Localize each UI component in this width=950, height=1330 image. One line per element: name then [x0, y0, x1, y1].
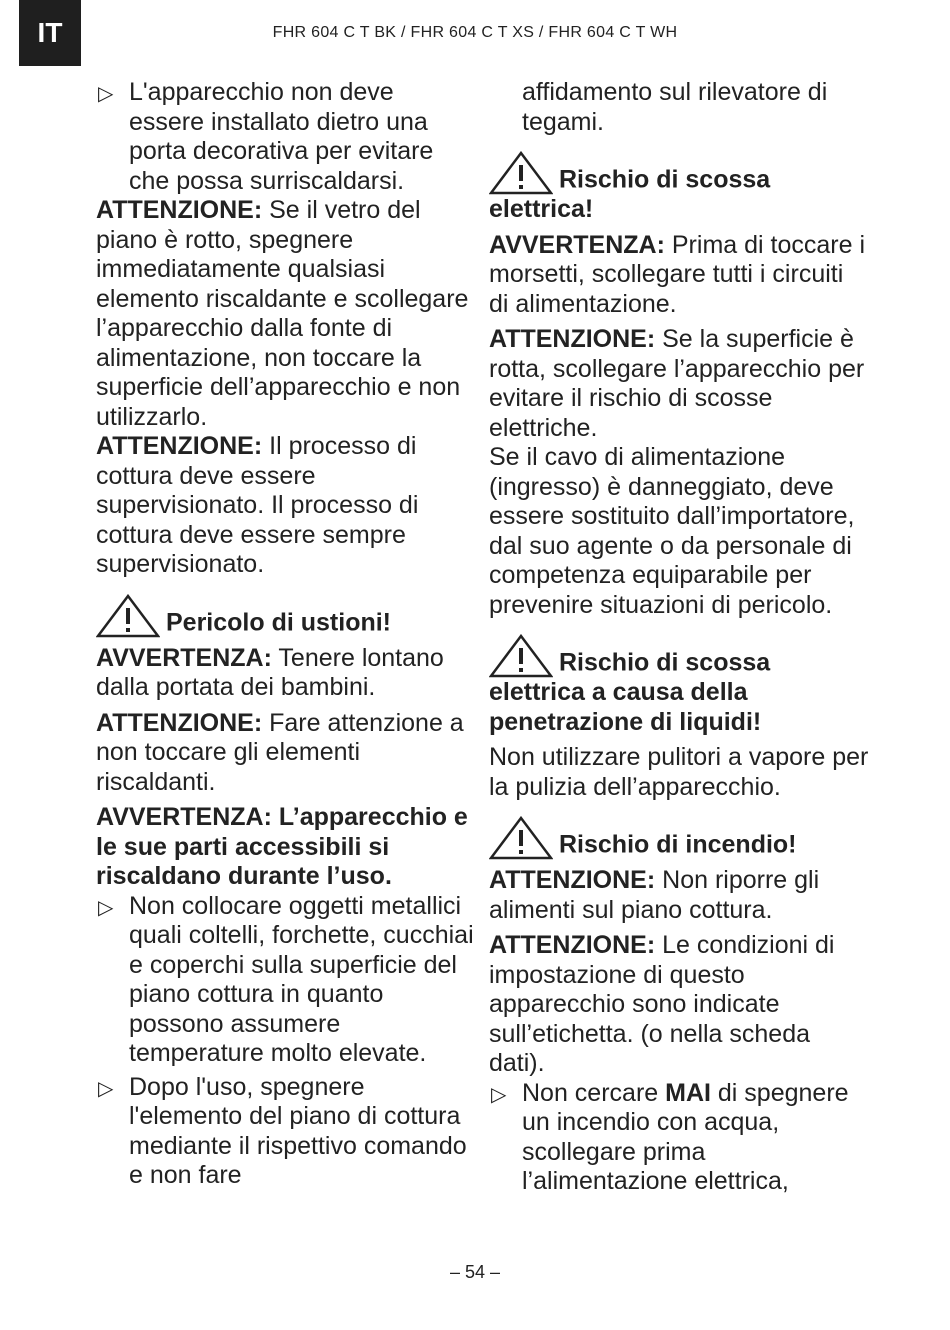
section-heading: Pericolo di ustioni!: [96, 594, 474, 638]
triangle-bullet-icon: ▷: [491, 1083, 507, 1106]
triangle-bullet-icon: ▷: [98, 83, 114, 105]
triangle-bullet-icon: ▷: [98, 1077, 114, 1100]
list-item: ▷ Dopo l'uso, spegnere l'elemento del piano di cottura mediante il rispettivo comando e non fare: [98, 1072, 467, 1189]
warning-label: AVVERTENZA:: [96, 643, 272, 672]
triangle-bullet-icon: ▷: [98, 896, 114, 919]
warning-label: ATTENZIONE:: [489, 325, 656, 353]
list-item: ▷ Non collocare oggetti metallici quali coltelli, forchette, cucchiai e coperchi sulla superficie del piano cottura in quanto possono assumere temperature molto elevate.: [98, 891, 474, 1067]
paragraph: ATTENZIONE: Se il vetro del piano è rotto, spegnere immediatamente qualsiasi elemento riscaldante e scollegare l’apparecchio dalla fonte di alimentazione, non toccare la superficie dell’apparecchio e non utilizzarlo.: [96, 196, 469, 431]
warning-label: AVVERTENZA:: [489, 230, 665, 259]
paragraph: ATTENZIONE: Le condizioni di impostazione di questo apparecchio sono indicate sull’etichetta. (o nella scheda dati).: [489, 931, 835, 1077]
section-heading: Rischio di incendio!: [489, 816, 869, 860]
language-badge: IT: [19, 0, 81, 66]
left-column: [96, 78, 474, 1191]
right-column: [489, 78, 869, 1197]
paragraph: AVVERTENZA: Tenere lontano dalla portata dei bambini.: [96, 643, 444, 701]
warning-triangle-icon: [489, 634, 553, 678]
paragraph: affidamento sul rilevatore di tegami.: [522, 78, 828, 136]
section-heading: Rischio di scossa elettrica!: [489, 151, 869, 225]
paragraph: Se il cavo di alimentazione (ingresso) è danneggiato, deve essere sostituito dall’importatore, dal suo agente o da personale di competenza equiparabile per prevenire situazioni di pericolo.: [489, 443, 855, 619]
paragraph: AVVERTENZA: Prima di toccare i morsetti, scollegare tutti i circuiti di alimentazione.: [489, 230, 865, 318]
warning-label: ATTENZIONE:: [96, 432, 263, 460]
paragraph: Non utilizzare pulitori a vapore per la pulizia dell’apparecchio.: [489, 743, 869, 801]
model-header: FHR 604 C T BK / FHR 604 C T XS / FHR 604 C T WH: [272, 24, 678, 41]
section-heading: Rischio di scossa elettrica a causa della penetrazione di liquidi!: [489, 634, 869, 737]
list-item: ▷ Non cercare MAI di spegnere un incendio con acqua, scollegare prima l’alimentazione elettrica,: [491, 1078, 849, 1195]
paragraph: ATTENZIONE: Non riporre gli alimenti sul piano cottura.: [489, 866, 820, 924]
paragraph-bold: AVVERTENZA: L’apparecchio e le sue parti accessibili si riscaldano durante l’uso.: [96, 803, 468, 890]
warning-label: ATTENZIONE:: [96, 708, 263, 737]
paragraph: ATTENZIONE: Fare attenzione a non toccare gli elementi riscaldanti.: [96, 708, 464, 796]
warning-label: ATTENZIONE:: [96, 196, 263, 224]
warning-triangle-icon: [489, 816, 553, 860]
warning-label: ATTENZIONE:: [489, 931, 656, 959]
warning-label: ATTENZIONE:: [489, 866, 656, 894]
warning-triangle-icon: [489, 151, 553, 195]
paragraph: ATTENZIONE: Se la superficie è rotta, scollegare l’apparecchio per evitare il rischio di scosse elettriche.: [489, 325, 865, 442]
warning-triangle-icon: [96, 594, 160, 638]
page-number: – 54 –: [449, 1262, 501, 1282]
paragraph: ATTENZIONE: Il processo di cottura deve essere supervisionato. Il processo di cottura deve essere sempre supervisionato.: [96, 432, 419, 578]
list-item: ▷ L'apparecchio non deve essere installato dietro una porta decorativa per evitare che possa surriscaldarsi.: [98, 78, 434, 195]
emphasis-text: MAI: [665, 1078, 711, 1107]
